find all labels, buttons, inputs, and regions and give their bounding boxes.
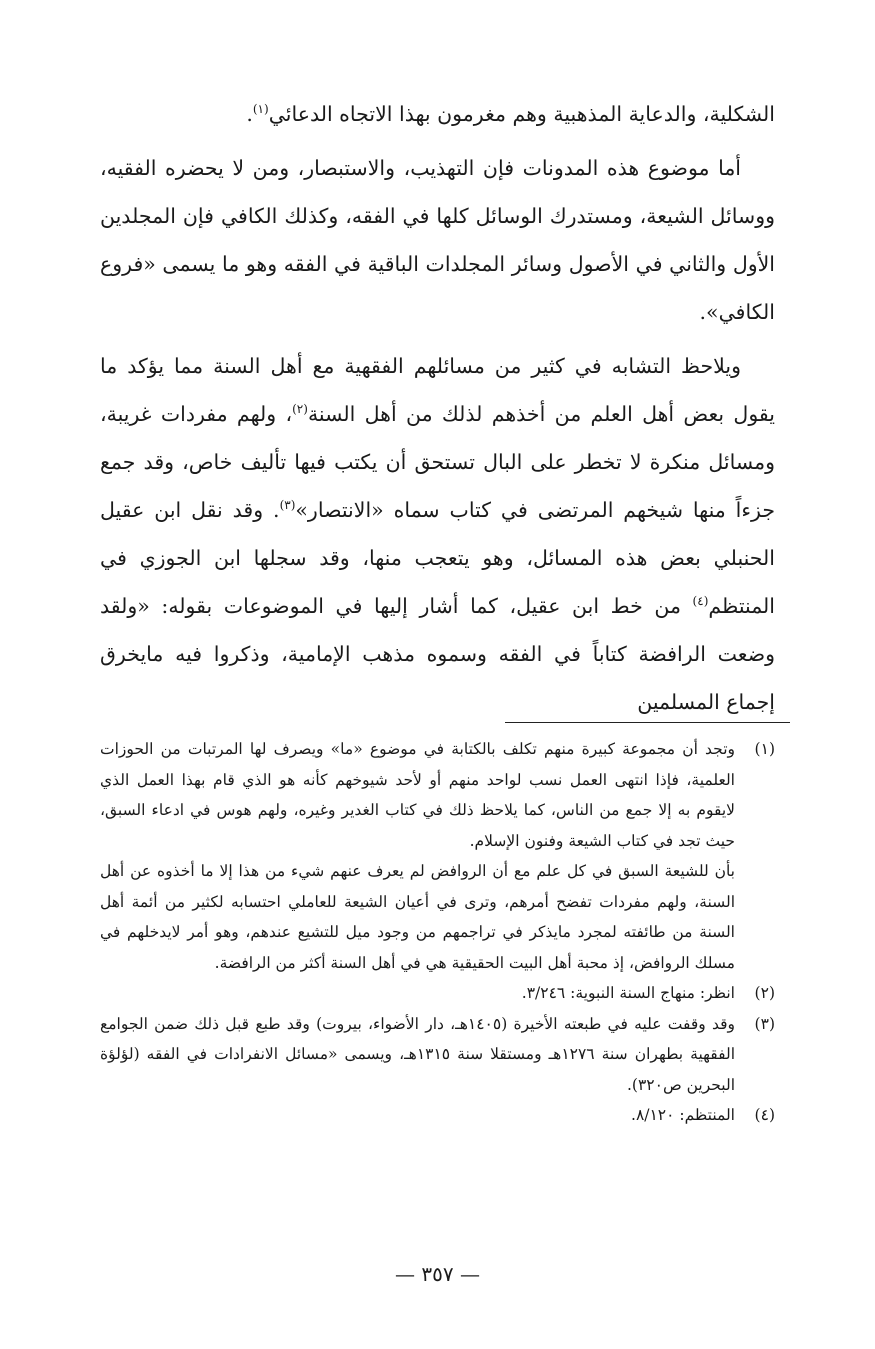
paragraph-3-text-b: ، ولهم مفردات غريبة، ومسائل منكرة لا تخطر على البال تستحق أن يكتب فيها تأليف خاص، وقد جمع جزءاً منها شيخهم المرتضى في كتاب سماه «الانتصار» [100,402,775,522]
paragraph-3-text-d: من خط ابن عقيل، كما أشار إليها في الموضوعات بقوله: «ولقد وضعت الرافضة كتاباً في الفقه وسموه مذهب الإمامية، وذكروا فيه مايخرق إجماع المسلمين [100,594,775,714]
footnote-4-number: (٤) [754,1106,775,1124]
footnote-1 [100,734,775,856]
footnote-3-number: (٣) [754,1014,775,1033]
paragraph-1-end: . [246,102,253,126]
footnote-2-text: انظر: منهاج السنة النبوية: ٣/٢٤٦. [521,984,735,1002]
footnote-separator [505,722,790,723]
paragraph-3-text-a: ويلاحظ التشابه في كثير من مسائلهم الفقهية مع أهل السنة مما يؤكد ما يقول بعض أهل العلم من أخذهم لذلك من أهل السنة [100,354,775,426]
footnote-4-text: المنتظم: ٨/١٢٠. [631,1106,735,1124]
footnote-ref-4: (٤) [692,594,709,609]
footnote-1-text: وتجد أن مجموعة كبيرة منهم تكلف بالكتابة في موضوع «ما» ويصرف لها المرتبات من الحوزات العلمية، فإذا انتهى العمل نسب لواحد منهم أو لأحد شيوخهم كأنه هو الذي قام بهذا العمل الذي لايقوم به إلا جمع من الناس، كما يلاحظ ذلك في كتاب الغدير وغيره، ولهم هوس في ادعاء السبق، حيث تجد في كتاب الشيعة وفنون الإسلام. [100,740,735,850]
footnotes [100,734,775,1131]
footnote-3 [100,1009,775,1101]
paragraph-1-text: الشكلية، والدعاية المذهبية وهم مغرمون بهذا الاتجاه الدعائي [268,102,775,126]
footnote-1-number: (١) [754,740,775,758]
footnote-2 [100,978,775,1009]
paragraph-3 [100,342,775,726]
footnote-ref-3: (٣) [279,498,296,513]
page-number: — ٣٥٧ — [395,1262,480,1286]
footnote-3-text: وقد وقفت عليه في طبعته الأخيرة (١٤٠٥هـ، دار الأضواء، بيروت) وقد طبع قبل ذلك ضمن الجوامع الفقهية بطهران سنة ١٢٧٦هـ ومستقلا سنة ١٣١٥هـ، ويسمى «مسائل الانفرادات في الفقه (لؤلؤة البحرين ص٣٢٠). [100,1014,735,1094]
footnote-ref-1: (١) [252,102,269,117]
footnote-continuation: بأن للشيعة السبق في كل علم مع أن الروافض لم يعرف عنهم شيء من هذا إلا ما أخذوه عن أهل السنة، ولهم مفردات تفضح أمرهم، وترى في أعيان الشيعة للعاملي احتسابه لكثير من أئمة أهل السنة من طائفته لمجرد مايذكر في تراجمهم من وجود ميل للتشيع عندهم، وهو أمر لايدخلهم في مسلك الروافض، إذ محبة أهل البيت الحقيقية هي في أهل السنة أكثر من الرافضة. [100,862,735,972]
footnote-ref-2: (٢) [292,402,308,417]
paragraph-3-text-c: . وقد نقل ابن عقيل الحنبلي بعض هذه المسائل، وهو يتعجب منها، وقد سجلها ابن الجوزي في المنتظم [100,498,775,618]
paragraph-1 [100,90,775,138]
main-text [100,90,775,726]
footnote-2-number: (٢) [754,984,775,1002]
paragraph-2: أما موضوع هذه المدونات فإن التهذيب، والاستبصار، ومن لا يحضره الفقيه، ووسائل الشيعة، ومستدرك الوسائل كلها في الفقه، وكذلك الكافي فإن المجلدين الأول والثاني في الأصول وسائر المجلدات الباقية في الفقه وهو ما يسمى «فروع الكافي». [100,156,775,324]
footnote-4 [100,1100,775,1131]
